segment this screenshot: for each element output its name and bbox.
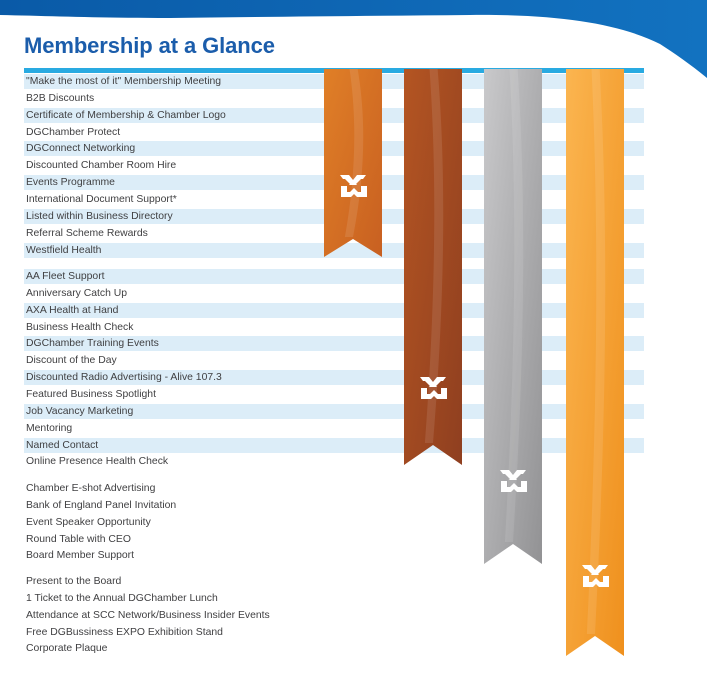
benefit-label: Discounted Chamber Room Hire <box>26 160 177 172</box>
benefit-row <box>24 498 644 513</box>
benefit-label: 1 Ticket to the Annual DGChamber Lunch <box>26 592 218 604</box>
benefit-label: B2B Discounts <box>26 92 95 104</box>
benefit-label: Westfield Health <box>26 244 102 256</box>
benefit-row <box>24 481 644 496</box>
benefit-row <box>24 591 644 606</box>
benefit-label: Discounted Radio Advertising - Alive 107.3 <box>26 372 222 384</box>
benefit-row <box>24 625 644 640</box>
benefit-label: DGChamber Protect <box>26 126 121 138</box>
page-title: Membership at a Glance <box>24 33 275 58</box>
benefit-row <box>24 320 644 335</box>
benefit-label: DGConnect Networking <box>26 143 136 155</box>
benefit-label: Anniversary Catch Up <box>26 287 128 299</box>
benefit-label: Chamber E-shot Advertising <box>26 483 156 494</box>
tier-1-orange-ribbon <box>324 69 382 257</box>
benefit-row <box>24 532 644 547</box>
benefit-row <box>24 269 644 284</box>
benefit-row <box>24 370 644 385</box>
benefit-row <box>24 574 644 589</box>
benefit-label: International Document Support* <box>26 193 177 205</box>
tier-2-brown-ribbon <box>404 69 462 465</box>
benefit-label: Certificate of Membership & Chamber Logo <box>26 109 226 121</box>
benefit-label: Events Programme <box>26 177 115 189</box>
benefit-label: Job Vacancy Marketing <box>26 405 134 417</box>
benefit-label: "Make the most of it" Membership Meeting <box>26 76 222 87</box>
benefit-label: Online Presence Health Check <box>26 456 169 468</box>
benefit-label: AA Fleet Support <box>26 271 105 282</box>
tier-4-amber-ribbon <box>566 69 624 656</box>
benefit-label: Board Member Support <box>26 550 135 562</box>
benefit-label: Featured Business Spotlight <box>26 388 156 400</box>
benefit-row <box>24 438 644 453</box>
benefit-row <box>24 548 644 563</box>
benefit-row <box>24 336 644 351</box>
benefit-label: Business Health Check <box>26 321 134 333</box>
benefit-label: Round Table with CEO <box>26 533 131 545</box>
tier-3-grey-ribbon <box>484 69 542 564</box>
benefit-row <box>24 387 644 402</box>
benefit-label: Attendance at SCC Network/Business Insider Events <box>26 609 270 621</box>
benefit-label: Present to the Board <box>26 576 122 587</box>
benefit-row <box>24 454 644 469</box>
benefit-row <box>24 303 644 318</box>
benefit-label: Referral Scheme Rewards <box>26 227 148 239</box>
benefit-label: Free DGBussiness EXPO Exhibition Stand <box>26 626 223 638</box>
benefit-label: Bank of England Panel Invitation <box>26 499 177 511</box>
benefit-row <box>24 353 644 368</box>
benefit-row <box>24 286 644 301</box>
benefit-row <box>24 404 644 419</box>
benefit-label: Event Speaker Opportunity <box>26 516 151 528</box>
benefit-label: Listed within Business Directory <box>26 210 173 222</box>
benefit-row <box>24 515 644 530</box>
benefit-label: Discount of the Day <box>26 355 117 367</box>
benefit-label: Corporate Plaque <box>26 643 108 655</box>
benefit-label: Named Contact <box>26 439 99 451</box>
benefit-row <box>24 421 644 436</box>
benefit-label: DGChamber Training Events <box>26 338 159 350</box>
benefit-row <box>24 641 644 656</box>
benefit-label: Mentoring <box>26 422 73 434</box>
benefit-row <box>24 608 644 623</box>
benefit-label: AXA Health at Hand <box>26 304 119 316</box>
